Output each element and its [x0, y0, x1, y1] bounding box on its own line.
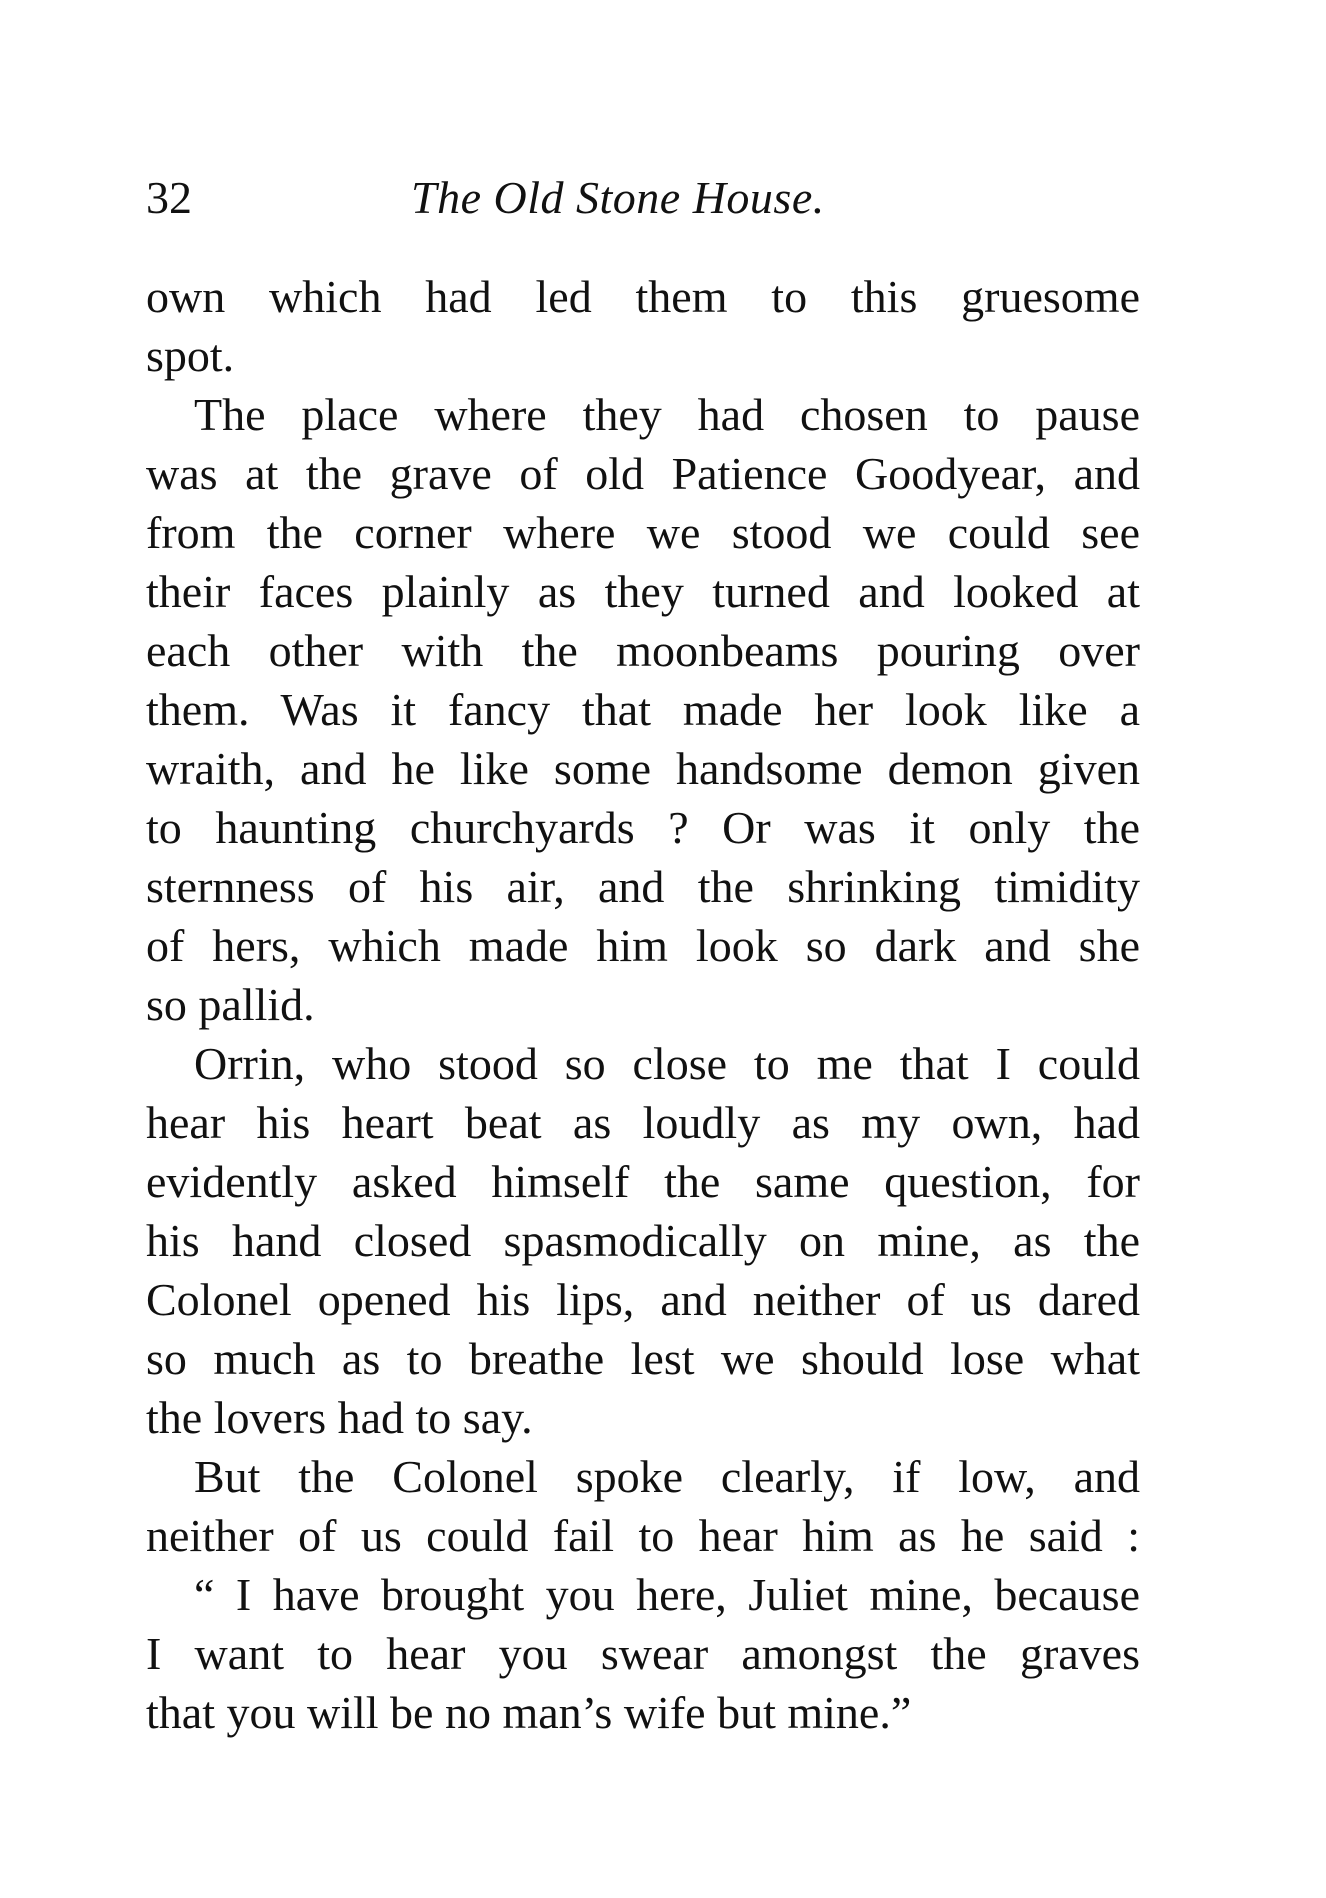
text-line: The place where they had chosen to pause [194, 389, 1140, 440]
text-line: own which had led them to this gruesome [146, 271, 1140, 322]
page-header [146, 168, 1140, 228]
text-line: that you will be no man’s wife but mine.” [146, 1687, 912, 1738]
text-line: from the corner where we stood we could see [146, 507, 1140, 558]
text-line: wraith, and he like some handsome demon given [146, 743, 1140, 794]
text-line: their faces plainly as they turned and looked at [146, 566, 1140, 617]
text-line: “ I have brought you here, Juliet mine, because [194, 1569, 1140, 1620]
text-line: Colonel opened his lips, and neither of us dared [146, 1274, 1140, 1325]
paragraph [146, 1034, 1140, 1447]
paragraph [146, 267, 1140, 385]
text-line: to haunting churchyards ? Or was it only the [146, 802, 1140, 853]
paragraph [146, 1565, 1140, 1742]
text-line: I want to hear you swear amongst the graves [146, 1628, 1140, 1679]
text-line: evidently asked himself the same question, for [146, 1156, 1140, 1207]
text-line: hear his heart beat as loudly as my own, had [146, 1097, 1140, 1148]
text-line: of hers, which made him look so dark and she [146, 920, 1140, 971]
text-line: the lovers had to say. [146, 1392, 533, 1443]
text-line: his hand closed spasmodically on mine, as the [146, 1215, 1140, 1266]
text-line: so pallid. [146, 979, 315, 1030]
text-line: spot. [146, 330, 235, 381]
text-line: so much as to breathe lest we should lose what [146, 1333, 1140, 1384]
text-line: was at the grave of old Patience Goodyear, and [146, 448, 1140, 499]
running-title: The Old Stone House. [411, 172, 825, 223]
text-line: But the Colonel spoke clearly, if low, and [194, 1451, 1140, 1502]
paragraph [146, 1447, 1140, 1565]
paragraph [146, 385, 1140, 1034]
text-line: neither of us could fail to hear him as he said : [146, 1510, 1140, 1561]
text-line: them. Was it fancy that made her look like a [146, 684, 1140, 735]
text-line: Orrin, who stood so close to me that I could [194, 1038, 1140, 1089]
body-text [146, 267, 1140, 1742]
text-line: each other with the moonbeams pouring over [146, 625, 1140, 676]
page-number: 32 [146, 172, 192, 223]
text-line: sternness of his air, and the shrinking timidity [146, 861, 1140, 912]
